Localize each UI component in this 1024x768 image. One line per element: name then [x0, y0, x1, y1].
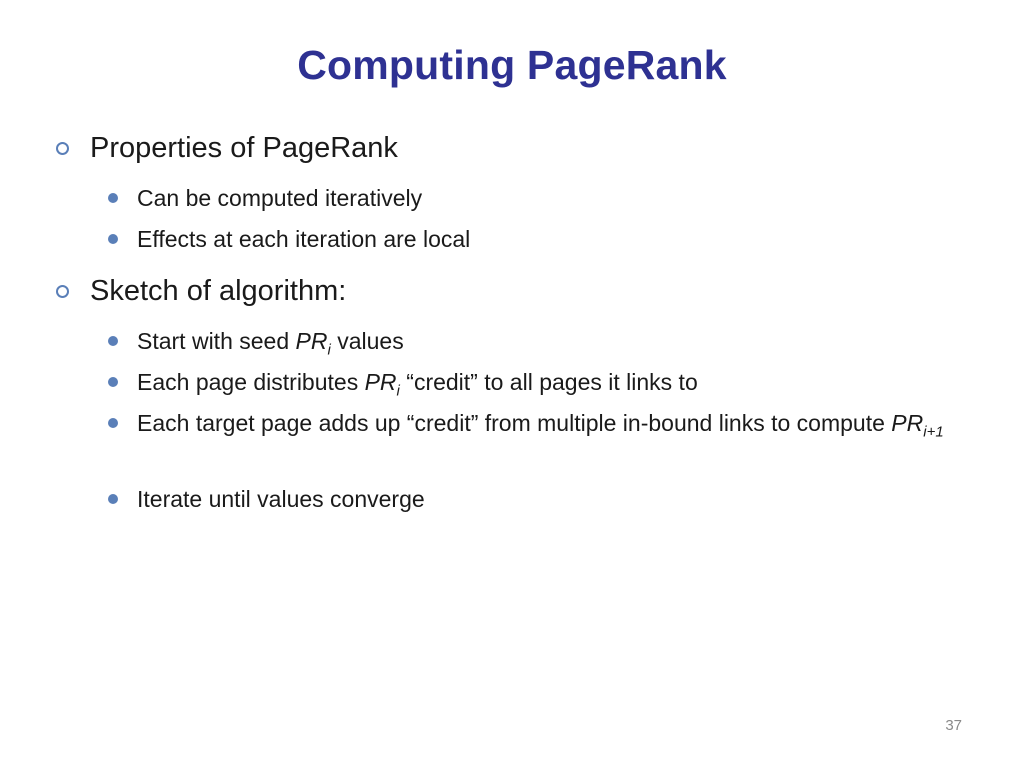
- sub-bullet-text-post: “credit” to all pages it links to: [399, 369, 698, 395]
- dot-bullet-icon: [108, 494, 118, 504]
- sub-bullet-adds-up-credit: [137, 408, 977, 441]
- sub-bullet-text: Iterate until values converge: [137, 486, 425, 512]
- sub-bullet-text-pre: Start with seed: [137, 328, 296, 354]
- ring-bullet-icon: [56, 285, 69, 298]
- sub-bullet-text-pre: Each page distributes: [137, 369, 365, 395]
- page-number: 37: [945, 717, 962, 734]
- sub-bullet-text: Can be computed iteratively: [137, 185, 423, 211]
- sub-bullet-text-post: values: [330, 328, 404, 354]
- dot-bullet-icon: [108, 193, 118, 203]
- dot-bullet-icon: [108, 234, 118, 244]
- bullet-properties: [90, 131, 398, 165]
- pr-variable: PR: [295, 328, 328, 354]
- sub-bullet-iterate-converge: [137, 484, 425, 514]
- sub-bullet-effects-local: [137, 224, 470, 254]
- dot-bullet-icon: [108, 377, 118, 387]
- sub-bullet-distributes-credit: [137, 367, 698, 400]
- pr-subscript: i: [327, 341, 331, 359]
- sub-bullet-seed-values: [137, 326, 404, 359]
- bullet-text: Properties of PageRank: [90, 132, 398, 164]
- dot-bullet-icon: [108, 418, 118, 428]
- sub-bullet-text-pre: Each target page adds up “credit” from multiple in-bound links to compute: [137, 410, 892, 436]
- pr-subscript: i: [396, 382, 400, 400]
- bullet-text: Sketch of algorithm:: [90, 275, 347, 307]
- sub-bullet-computed-iteratively: [137, 183, 422, 213]
- slide-title: Computing PageRank: [297, 42, 727, 88]
- ring-bullet-icon: [56, 142, 69, 155]
- pr-subscript: i+1: [923, 423, 944, 441]
- pr-variable: PR: [364, 369, 397, 395]
- dot-bullet-icon: [108, 336, 118, 346]
- pr-variable: PR: [891, 410, 924, 436]
- bullet-sketch: [90, 274, 346, 308]
- sub-bullet-text: Effects at each iteration are local: [137, 226, 471, 252]
